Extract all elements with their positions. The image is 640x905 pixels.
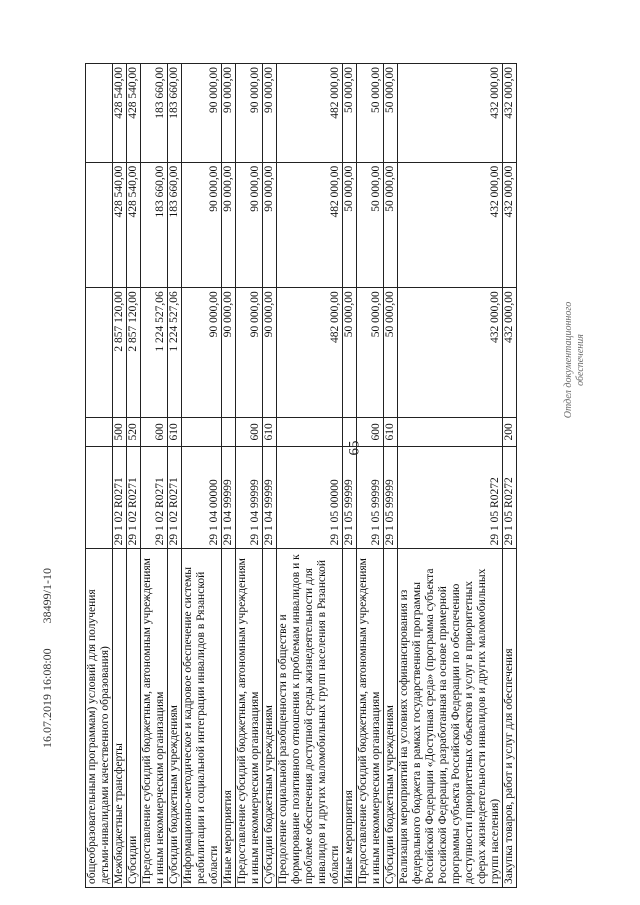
row-amount-3-cell: 432 000,00 [503, 64, 517, 163]
row-code-cell: 29 1 02 R0271 [141, 446, 168, 549]
row-amount-1-cell: 50 000,00 [343, 288, 357, 418]
row-amount-2-cell: 183 660,00 [168, 162, 182, 287]
department-stamp [563, 290, 587, 430]
row-amount-1-cell: 2 857 120,00 [127, 288, 141, 418]
row-amount-3-cell: 90 000,00 [222, 64, 236, 163]
row-name-cell: Реализация мероприятий на условиях софинансирования из федерального бюджета в рамках государственной программы Российской Федерации «Доступная среда» (программа субъекта Российской Федерации, разработанная на основе примерной программы субъекта Российской Федерации по обеспечению доступности приоритетных объектов и услуг в приоритетных сферах жизнедеятельности инвалидов и других маломобильных групп населения) [398, 549, 503, 888]
row-name-cell: Предоставление субсидий бюджетным, автономным учреждениям и иным некоммерческим организациям [141, 549, 168, 888]
row-code-cell: 29 1 05 99999 [343, 446, 357, 549]
row-amount-2-cell: 50 000,00 [357, 162, 384, 287]
row-code-cell: 29 1 04 00000 [182, 446, 222, 549]
row-amount-2-cell: 432 000,00 [398, 162, 503, 287]
table-row [263, 64, 277, 888]
row-amount-2-cell: 482 000,00 [277, 162, 343, 287]
row-amount-1-cell: 90 000,00 [236, 288, 263, 418]
table-row [236, 64, 263, 888]
table-row [398, 64, 503, 888]
table-row [141, 64, 168, 888]
row-expense-type-cell: 610 [263, 418, 277, 447]
row-amount-1-cell: 50 000,00 [357, 288, 384, 418]
row-code-cell: 29 1 05 99999 [357, 446, 384, 549]
row-code-cell: 29 1 05 99999 [384, 446, 398, 549]
row-name-cell: Предоставление субсидий бюджетным, автономным учреждениям и иным некоммерческим организациям [357, 549, 384, 888]
row-amount-2-cell: 432 000,00 [503, 162, 517, 287]
table-row [503, 64, 517, 888]
row-expense-type-cell: 610 [384, 418, 398, 447]
table-row [168, 64, 182, 888]
row-name-cell: Межбюджетные трансферты [113, 549, 127, 888]
row-amount-3-cell: 50 000,00 [357, 64, 384, 163]
row-amount-3-cell: 183 660,00 [168, 64, 182, 163]
row-name-cell: Субсидии бюджетным учреждениям [384, 549, 398, 888]
row-amount-1-cell: 90 000,00 [182, 288, 222, 418]
row-code-cell: 29 1 04 99999 [222, 446, 236, 549]
row-expense-type-cell [222, 418, 236, 447]
page-footer [40, 448, 55, 748]
row-amount-1-cell: 432 000,00 [503, 288, 517, 418]
table-row [127, 64, 141, 888]
row-expense-type-cell: 600 [357, 418, 384, 447]
table-row [384, 64, 398, 888]
row-code-cell: 29 1 05 00000 [277, 446, 343, 549]
table-row [222, 64, 236, 888]
row-expense-type-cell: 600 [141, 418, 168, 447]
row-amount-1-cell: 90 000,00 [263, 288, 277, 418]
row-amount-2-cell: 50 000,00 [384, 162, 398, 287]
row-amount-2-cell: 90 000,00 [263, 162, 277, 287]
row-code-cell: 29 1 05 R0272 [503, 446, 517, 549]
row-amount-1-cell: 90 000,00 [222, 288, 236, 418]
row-expense-type-cell [343, 418, 357, 447]
row-expense-type-cell [398, 418, 503, 447]
row-amount-3-cell: 482 000,00 [277, 64, 343, 163]
stamp-line: Отдел документационного [563, 301, 574, 419]
row-amount-3-cell: 90 000,00 [182, 64, 222, 163]
row-amount-2-cell [86, 162, 113, 287]
row-code-cell: 29 1 02 R0271 [168, 446, 182, 549]
row-amount-2-cell: 428 540,00 [127, 162, 141, 287]
row-expense-type-cell: 520 [127, 418, 141, 447]
row-expense-type-cell [86, 418, 113, 447]
row-code-cell: 29 1 05 R0272 [398, 446, 503, 549]
table-row [182, 64, 222, 888]
row-amount-1-cell [86, 288, 113, 418]
row-expense-type-cell: 610 [168, 418, 182, 447]
row-name-cell: Субсидии [127, 549, 141, 888]
row-name-cell: Иные мероприятия [222, 549, 236, 888]
row-code-cell: 29 1 02 R0271 [127, 446, 141, 549]
budget-table [85, 63, 517, 888]
row-amount-1-cell: 1 224 527,06 [141, 288, 168, 418]
table-row [86, 64, 113, 888]
row-expense-type-cell: 600 [236, 418, 263, 447]
row-amount-2-cell: 428 540,00 [113, 162, 127, 287]
footer-datetime: 16.07.2019 16:08:00 [40, 648, 54, 748]
row-code-cell: 29 1 04 99999 [236, 446, 263, 549]
page-number: 65 [346, 440, 363, 456]
table-row [357, 64, 384, 888]
row-code-cell: 29 1 02 R0271 [113, 446, 127, 549]
row-amount-1-cell: 50 000,00 [384, 288, 398, 418]
row-amount-3-cell: 432 000,00 [398, 64, 503, 163]
row-amount-1-cell: 1 224 527,06 [168, 288, 182, 418]
budget-table-body [86, 64, 517, 888]
row-expense-type-cell: 500 [113, 418, 127, 447]
row-name-cell: Закупка товаров, работ и услуг для обеспечения [503, 549, 517, 888]
table-row [343, 64, 357, 888]
row-name-cell: Иные мероприятия [343, 549, 357, 888]
row-amount-2-cell: 90 000,00 [236, 162, 263, 287]
row-amount-1-cell: 2 857 120,00 [113, 288, 127, 418]
stamp-line: обеспечения [575, 334, 586, 386]
row-name-cell: Субсидии бюджетным учреждениям [263, 549, 277, 888]
row-amount-1-cell: 432 000,00 [398, 288, 503, 418]
row-name-cell: Информационно-методическое и кадровое обеспечение системы реабилитации и социальной интеграции инвалидов в Рязанской области [182, 549, 222, 888]
row-amount-1-cell: 482 000,00 [277, 288, 343, 418]
row-code-cell: 29 1 04 99999 [263, 446, 277, 549]
row-amount-2-cell: 90 000,00 [182, 162, 222, 287]
row-amount-3-cell: 428 540,00 [127, 64, 141, 163]
row-code-cell [86, 446, 113, 549]
row-amount-2-cell: 50 000,00 [343, 162, 357, 287]
row-name-cell: Субсидии бюджетным учреждениям [168, 549, 182, 888]
row-amount-3-cell: 183 660,00 [141, 64, 168, 163]
footer-doc-id: 38499/1-10 [40, 567, 54, 624]
table-row [277, 64, 343, 888]
row-amount-3-cell [86, 64, 113, 163]
row-amount-3-cell: 90 000,00 [263, 64, 277, 163]
row-amount-2-cell: 90 000,00 [222, 162, 236, 287]
row-amount-3-cell: 50 000,00 [384, 64, 398, 163]
row-expense-type-cell [182, 418, 222, 447]
row-amount-2-cell: 183 660,00 [141, 162, 168, 287]
row-amount-3-cell: 90 000,00 [236, 64, 263, 163]
row-amount-3-cell: 428 540,00 [113, 64, 127, 163]
table-row [113, 64, 127, 888]
row-name-cell: Преодоление социальной разобщенности в обществе и формирование позитивного отношения к проблемам инвалидов и к проблеме обеспечения доступной среды жизнедеятельности для инвалидов и других маломобильных групп населения в Рязанской области [277, 549, 343, 888]
row-expense-type-cell: 200 [503, 418, 517, 447]
row-name-cell: общеобразовательным программам) условий для получения детьми-инвалидами качественного образования) [86, 549, 113, 888]
row-amount-3-cell: 50 000,00 [343, 64, 357, 163]
row-name-cell: Предоставление субсидий бюджетным, автономным учреждениям и иным некоммерческим организациям [236, 549, 263, 888]
row-expense-type-cell [277, 418, 343, 447]
